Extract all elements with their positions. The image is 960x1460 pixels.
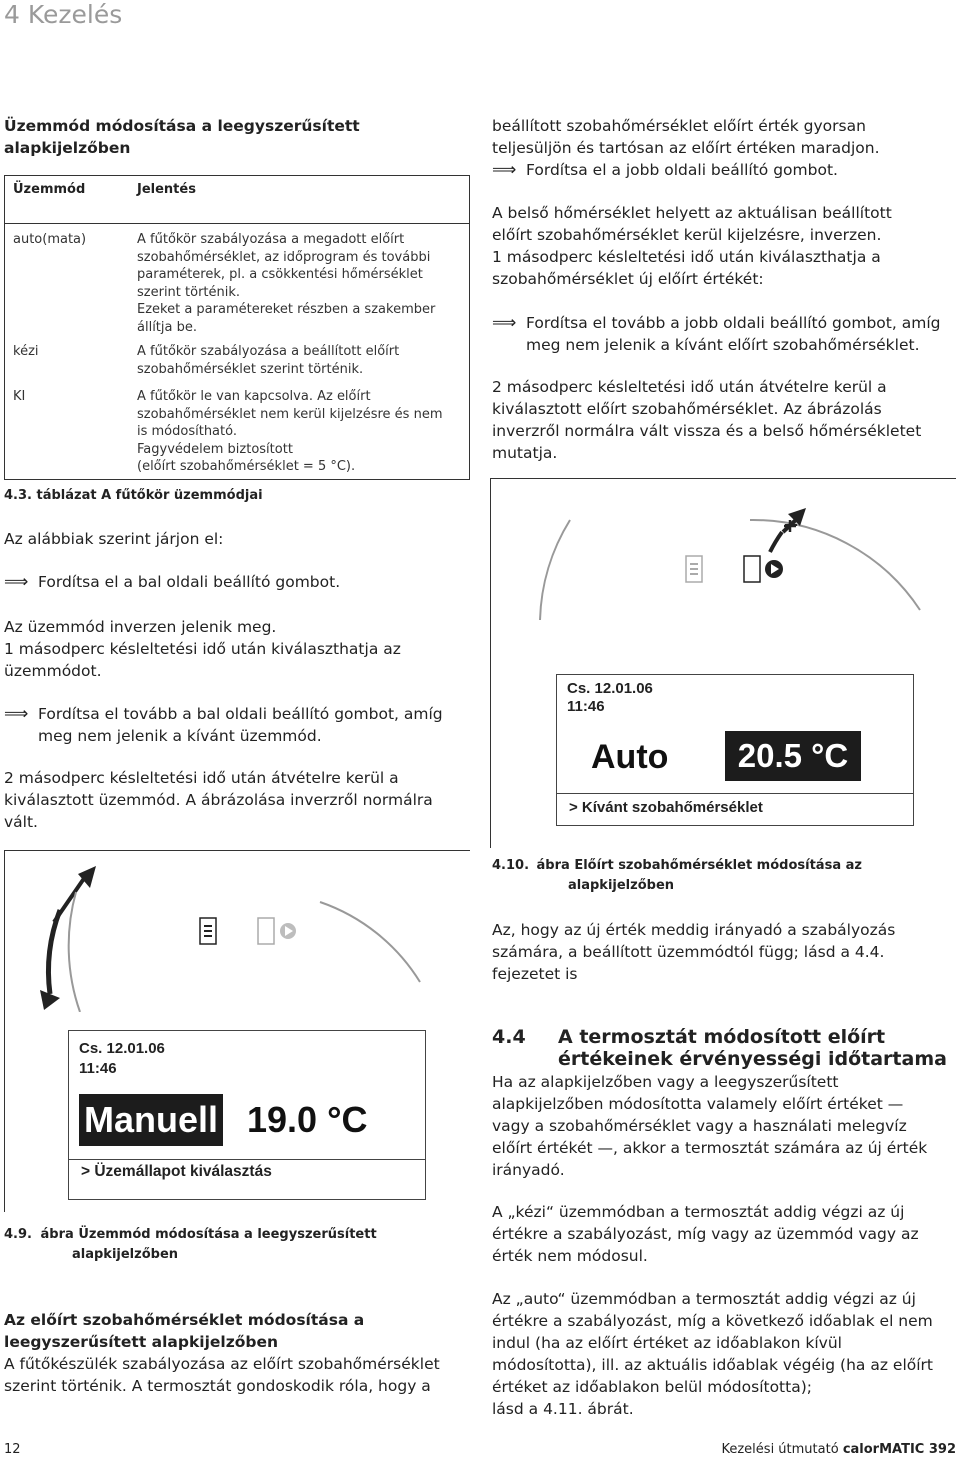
- document-title: Kezelési útmutató calorMATIC 392: [721, 1442, 956, 1457]
- row-mode-off: KI: [13, 389, 26, 404]
- right-para-4: Az, hogy az új érték meddig irányadó a szabályozás számára, a beállított üzemmódtól függ; lásd a 4.4. fejezetet is: [492, 921, 896, 983]
- lcd-time: 11:46: [567, 698, 605, 715]
- rotate-arrows-icon: [40, 866, 420, 1012]
- step-continue-left-knob: ⟹ Fordítsa el tovább a bal oldali beállító gombot, amíg meg nem jelenik a kívánt üzemmód.: [4, 704, 443, 745]
- modes-table: [4, 175, 470, 480]
- section-title: A termosztát módosított előírt értékeinek érvényességi időtartama: [558, 1026, 947, 1070]
- lcd-temperature-inverted: 20.5 °C: [725, 731, 861, 781]
- lcd-display-manual: [68, 1030, 426, 1200]
- menu-list-icon: [686, 556, 702, 582]
- lcd-time: 11:46: [79, 1060, 117, 1077]
- subheading-line2: leegyszerűsített alapkijelzőben: [4, 1333, 279, 1351]
- lcd-display-auto: [556, 674, 914, 826]
- arrow-right-icon: ⟹: [4, 572, 29, 592]
- play-select-icon: [744, 556, 783, 582]
- step-turn-left-knob: ⟹ Fordítsa el a bal oldali beállító gombot.: [4, 572, 341, 592]
- arrow-right-icon: ⟹: [4, 704, 29, 724]
- right-para-7: Az „auto“ üzemmódban a termosztát addig végzi az új értékre a szabályozást, míg a következő időablak el nem indul (ha az előírt értéket az időablakon kívül módosította), ill. az aktuális időablak végéig (ha az előírt értéket az időablakon belül módosította); lásd a 4.11. ábrát.: [492, 1290, 933, 1418]
- page-number: 12: [4, 1442, 21, 1457]
- lcd-date: Cs. 12.01.06: [567, 680, 653, 697]
- rotate-arrows-icon: [540, 508, 920, 620]
- left-para-2: 2 másodperc késleltetési idő után átvételre kerül a kiválasztott üzemmód. A ábrázolása inverzről normálra vált.: [4, 769, 433, 831]
- left-heading-line2: alapkijelzőben: [4, 139, 131, 157]
- left-dial-illustration: [20, 862, 460, 1012]
- row-mode-auto: auto(mata): [13, 232, 87, 247]
- menu-list-icon: [200, 918, 216, 944]
- table-caption: 4.3. táblázat A fűtőkör üzemmódjai: [4, 488, 263, 503]
- right-para-2: A belső hőmérséklet helyett az aktuálisan beállított előírt szobahőmérséklet kerül kijelzésre, inverzen. 1 másodperc késleltetési idő után kiválaszthatja a szobahőmérséklet új előírt értékét:: [492, 204, 892, 288]
- right-para-5: Ha az alapkijelzőben vagy a leegyszerűsített alapkijelzőben módosította valamely előírt értéket — vagy a szobahőmérséklet vagy a használati melegvíz előírt értékét —, akkor a termosztát számára az új érték irányadó.: [492, 1073, 928, 1179]
- chapter-title: 4 Kezelés: [4, 0, 123, 29]
- figure-4-9-caption: 4.9. ábra Üzemmód módosítása a leegyszerűsített alapkijelzőben: [4, 1227, 377, 1262]
- arrow-right-icon: ⟹: [492, 313, 517, 333]
- row-meaning-manual: A fűtőkör szabályozása a beállított előírt szobahőmérséklet szerint történik.: [137, 344, 400, 377]
- lcd-date: Cs. 12.01.06: [79, 1040, 165, 1057]
- lcd-mode-inverted: Manuell: [79, 1094, 223, 1146]
- section-number: 4.4: [492, 1026, 526, 1048]
- lcd-divider: [69, 1159, 425, 1160]
- subheading-line1: Az előírt szobahőmérséklet módosítása a: [4, 1311, 365, 1329]
- lcd-divider: [557, 793, 913, 794]
- lcd-footer: > Kívánt szobahőmérséklet: [569, 799, 763, 816]
- right-para-1: beállított szobahőmérséklet előírt érték gyorsan teljesüljön és tartósan az előírt értéken maradjon.: [492, 117, 880, 157]
- right-para-3: 2 másodperc késleltetési idő után átvételre kerül a kiválasztott előírt szobahőmérséklet. Az ábrázolás inverzről normálra vált vissza és a belső hőmérsékletet mutatja.: [492, 378, 922, 462]
- lcd-temperature: 19.0 °C: [247, 1099, 368, 1140]
- intro-text: Az alábbiak szerint járjon el:: [4, 530, 224, 548]
- lcd-mode: Auto: [591, 738, 669, 776]
- arrow-right-icon: ⟹: [492, 160, 517, 180]
- col-header-mode: Üzemmód: [13, 182, 86, 197]
- left-para-3: A fűtőkészülék szabályozása az előírt szobahőmérséklet szerint történik. A termosztát gondoskodik róla, hogy a: [4, 1355, 440, 1395]
- right-para-6: A „kézi“ üzemmódban a termosztát addig végzi az új értékre a szabályozást, míg vagy az üzemmód vagy az érték nem módosul.: [492, 1203, 919, 1265]
- step-continue-right-knob: ⟹ Fordítsa el tovább a jobb oldali beállító gombot, amíg meg nem jelenik a kívánt előírt szobahőmérséklet.: [492, 313, 941, 354]
- play-select-icon: [258, 918, 296, 944]
- left-heading-line1: Üzemmód módosítása a leegyszerűsített: [4, 117, 360, 135]
- right-dial-illustration: [500, 490, 955, 650]
- row-mode-manual: kézi: [13, 344, 39, 359]
- row-meaning-auto: A fűtőkör szabályozása a megadott előírt szobahőmérséklet, az időprogram és további paraméterek, pl. a csökkentési hőmérséklet szerint történik. Ezeket a paramétereket részben a szakember állítja be.: [137, 232, 436, 335]
- figure-4-10-caption: 4.10. ábra Előírt szobahőmérséklet módosítása az alapkijelzőben: [492, 858, 862, 893]
- table-header: [5, 176, 469, 224]
- lcd-footer: > Üzemállapot kiválasztás: [81, 1163, 272, 1180]
- left-para-1: Az üzemmód inverzen jelenik meg. 1 másodperc késleltetési idő után kiválaszthatja az üzemmódot.: [4, 618, 401, 680]
- step-turn-right-knob: ⟹ Fordítsa el a jobb oldali beállító gombot.: [492, 160, 838, 180]
- row-meaning-off: A fűtőkör le van kapcsolva. Az előírt szobahőmérséklet nem kerül kijelzésre és nem is módosítható. Fagyvédelem biztosított (előírt szobahőmérséklet = 5 °C).: [137, 389, 443, 474]
- col-header-meaning: Jelentés: [137, 182, 196, 197]
